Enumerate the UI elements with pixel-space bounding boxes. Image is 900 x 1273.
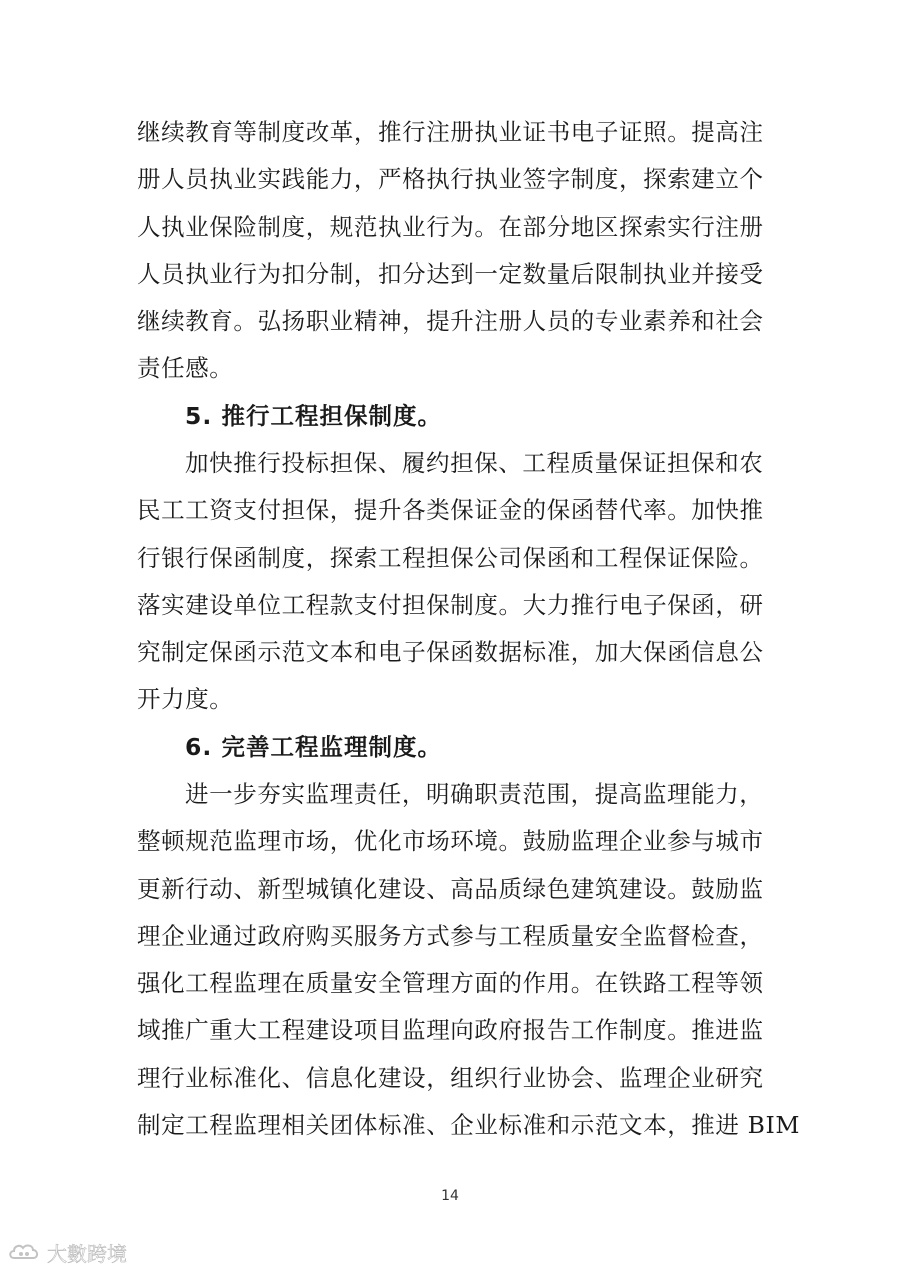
paragraph-line: 行银行保函制度，探索工程担保公司保函和工程保证保险。 [137, 544, 764, 572]
paragraph-line: 整顿规范监理市场，优化市场环境。鼓励监理企业参与城市 [137, 827, 764, 855]
paragraph-line: 册人员执业实践能力，严格执行执业签字制度，探索建立个 [137, 165, 764, 193]
paragraph-line: 人执业保险制度，规范执业行为。在部分地区探索实行注册 [137, 213, 764, 241]
paragraph-line: 究制定保函示范文本和电子保函数据标准，加大保函信息公 [137, 638, 764, 666]
paragraph-line: 更新行动、新型城镇化建设、高品质绿色建筑建设。鼓励监 [137, 875, 764, 903]
watermark [8, 1238, 127, 1267]
paragraph-line: 进一步夯实监理责任，明确职责范围，提高监理能力， [185, 780, 764, 808]
section-heading: 6. 完善工程监理制度。 [185, 733, 442, 761]
watermark-text: 大數跨境 [47, 1242, 127, 1266]
paragraph-line: 域推广重大工程建设项目监理向政府报告工作制度。推进监 [137, 1016, 764, 1044]
paragraph-line: 开力度。 [137, 685, 234, 713]
paragraph-line: 人员执业行为扣分制，扣分达到一定数量后限制执业并接受 [137, 260, 764, 288]
paragraph-line: 加快推行投标担保、履约担保、工程质量保证担保和农 [185, 449, 764, 477]
paragraph-line: 责任感。 [137, 354, 234, 382]
paragraph-line: 强化工程监理在质量安全管理方面的作用。在铁路工程等领 [137, 969, 764, 997]
paragraph-line: 民工工资支付担保，提升各类保证金的保函替代率。加快推 [137, 496, 764, 524]
section-heading: 5. 推行工程担保制度。 [185, 402, 442, 430]
paragraph-line: 继续教育。弘扬职业精神，提升注册人员的专业素养和社会 [137, 307, 764, 335]
paragraph-line: 落实建设单位工程款支付担保制度。大力推行电子保函，研 [137, 591, 764, 619]
paragraph-line: 理企业通过政府购买服务方式参与工程质量安全监督检查， [137, 922, 764, 950]
paragraph-line: 理行业标准化、信息化建设，组织行业协会、监理企业研究 [137, 1064, 764, 1092]
cloud-logo-icon [8, 1242, 42, 1264]
page-number: 14 [441, 1188, 459, 1204]
paragraph-line: 继续教育等制度改革，推行注册执业证书电子证照。提高注 [137, 118, 764, 146]
paragraph-line: 制定工程监理相关团体标准、企业标准和示范文本，推进 BIM [137, 1111, 800, 1139]
